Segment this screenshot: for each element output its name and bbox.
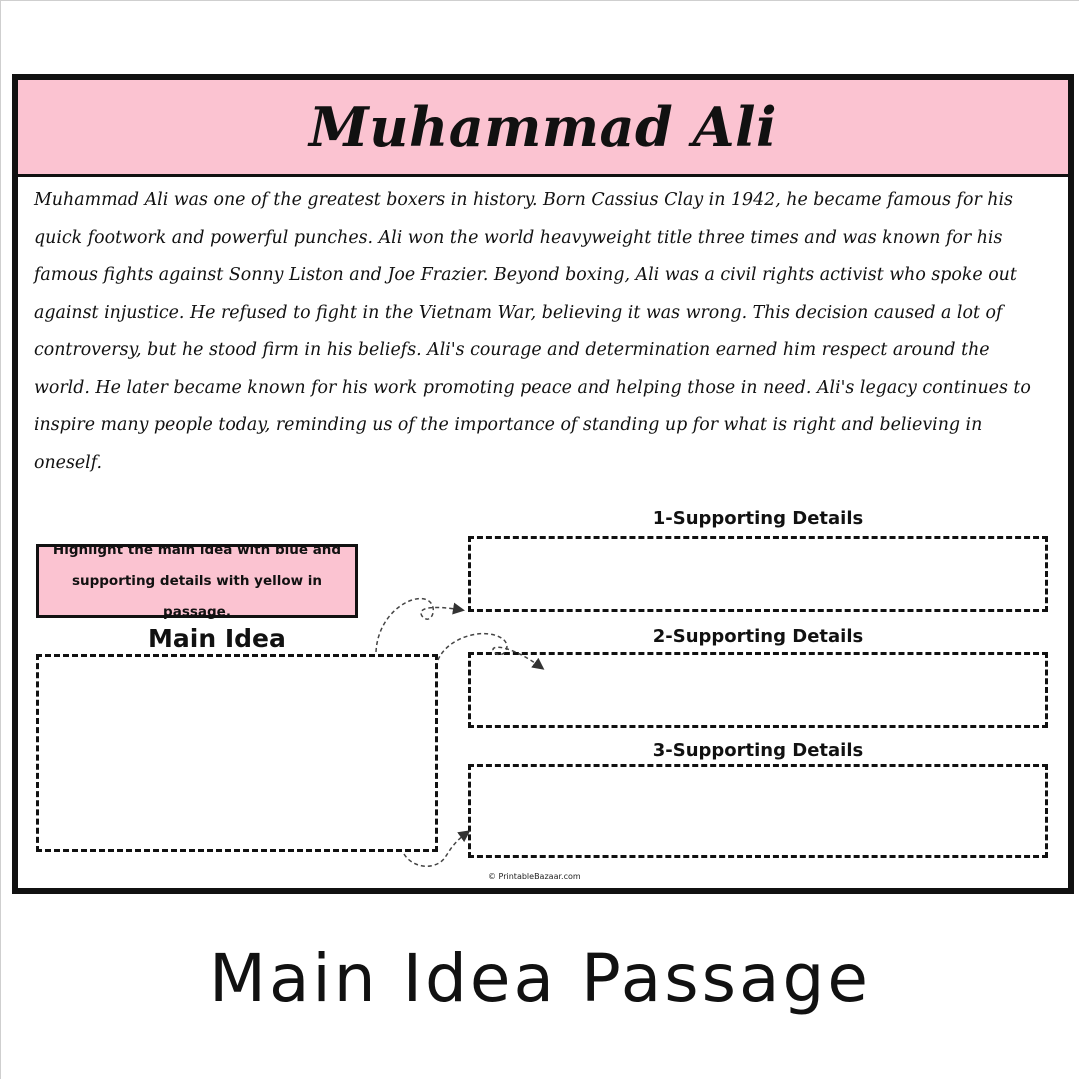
copyright-credit: © PrintableBazaar.com (488, 872, 581, 881)
supporting-detail-2-label: 2-Supporting Details (652, 626, 864, 647)
supporting-detail-3-label: 3-Supporting Details (652, 740, 864, 761)
main-idea-answer-box[interactable] (36, 654, 438, 852)
instruction-text: Highlight the main idea with blue and supporting details with yellow in passage. (52, 541, 342, 620)
worksheet-title: Muhammad Ali (308, 95, 778, 159)
supporting-detail-1-box[interactable] (468, 536, 1048, 612)
worksheet (12, 74, 1074, 894)
supporting-detail-1-label: 1-Supporting Details (652, 508, 864, 529)
footer-caption: Main Idea Passage (209, 940, 871, 1017)
supporting-detail-2-box[interactable] (468, 652, 1048, 728)
supporting-detail-3-box[interactable] (468, 764, 1048, 858)
reading-passage: Muhammad Ali was one of the greatest boxers in history. Born Cassius Clay in 1942, he became famous for his quick footwork and powerful punches. Ali won the world heavyweight title three times and was known for his famous fights against Sonny Liston and Joe Frazier. Beyond boxing, Ali was a civil rights activist who spoke out against injustice. He refused to fight in the Vietnam War, believing it was wrong. This decision caused a lot of controversy, but he stood firm in his beliefs. Ali's courage and determination earned him respect around the world. He later became known for his work promoting peace and helping those in need. Ali's legacy continues to inspire many people today, reminding us of the importance of standing up for what is right and believing in oneself. (34, 190, 1031, 473)
arrow-to-detail-1 (376, 599, 462, 652)
instruction-box (36, 541, 358, 620)
title-bar (18, 80, 1068, 177)
main-idea-label: Main Idea (148, 624, 286, 653)
